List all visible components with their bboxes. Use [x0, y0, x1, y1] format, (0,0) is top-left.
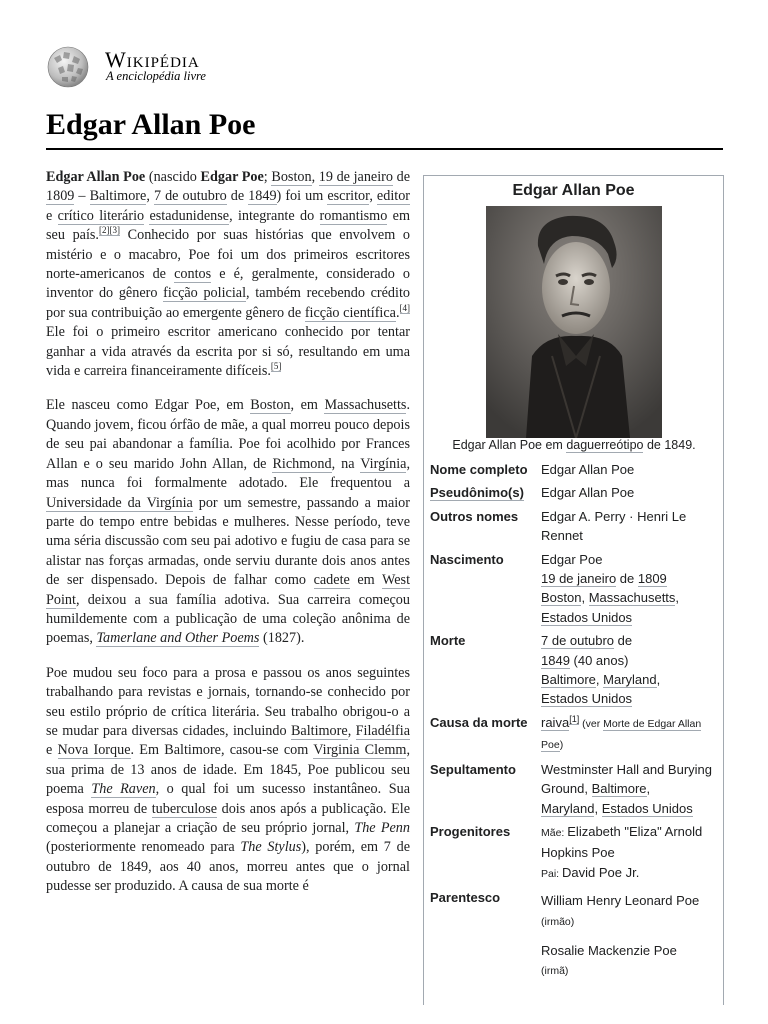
label-causa-da-morte: Causa da morte: [430, 714, 528, 730]
infobox-row-parentesco: [430, 888, 720, 982]
text: . Quando jovem, ficou órfão de mãe, a qual morreu pouco depois de seu pai abandonar a família. Poe foi acolhido por Frances Allan e o seu marido John Allan, de: [46, 397, 410, 472]
wikipedia-globe-logo[interactable]: [44, 44, 96, 88]
article-body: [46, 168, 410, 912]
infobox-row-morte: [430, 631, 720, 709]
death-age: (40 anos): [569, 652, 629, 668]
link-cadete[interactable]: cadete: [313, 572, 350, 589]
link-1809[interactable]: 1809: [46, 188, 75, 205]
italic-the-penn: The Penn: [354, 820, 410, 836]
ref-4[interactable]: [4]: [399, 303, 410, 314]
text: , sua prima de 13 anos de idade. Em 1845, Poe publicou seu poema: [46, 742, 410, 798]
infobox-row-progenitores: [430, 822, 720, 884]
text: dois anos após a publicação. Ele começou a planejar a criação de seu próprio jornal,: [46, 800, 410, 836]
link-nova-iorque[interactable]: Nova Iorque: [57, 742, 131, 759]
label-progenitores: Progenitores: [430, 823, 511, 839]
link-escritor[interactable]: escritor: [327, 188, 370, 205]
text: Ele foi o primeiro escritor americano conhecido por tentar ganhar a vida através da escrita por si só, resultando em uma vida e carreira financeiramente difíceis.: [46, 324, 410, 380]
text: ;: [263, 169, 272, 185]
text: (nascido: [145, 169, 201, 185]
infobox-row-nascimento: [430, 550, 720, 628]
bold-name: Edgar Allan Poe: [46, 169, 146, 185]
father-name: David Poe Jr.: [562, 864, 640, 880]
text: em seu país.: [46, 207, 410, 244]
text: . Em Baltimore, casou-se com: [130, 742, 314, 759]
wikipedia-wordmark[interactable]: Wikipédia: [105, 47, 200, 72]
wikipedia-tagline: A enciclopédia livre: [106, 69, 206, 83]
label-parentesco: Parentesco: [430, 890, 501, 906]
link-birth-country[interactable]: Estados Unidos: [541, 609, 633, 625]
paragraph-intro: [46, 168, 410, 381]
link-death-country[interactable]: Estados Unidos: [541, 691, 633, 707]
link-burial-city[interactable]: Baltimore: [591, 781, 647, 797]
link-baltimore[interactable]: Baltimore: [290, 722, 348, 739]
link-massachusetts[interactable]: Massachusetts: [324, 397, 407, 414]
text: –: [74, 188, 90, 205]
value-causa-da-morte: [541, 713, 720, 756]
text: ,: [146, 188, 154, 205]
text: e é, geralmente, considerado o inventor do gênero: [46, 266, 410, 302]
text: ), porém, em 7 de outubro de 1849, aos 40 anos, morreu antes que o jornal pudesse ser produzido. A causa de sua morte é: [46, 839, 410, 895]
value-sepultamento: Westminster Hall and Burying Ground, Baltimore, Maryland, Estados Unidos: [541, 761, 712, 816]
link-estadunidense[interactable]: estadunidense: [149, 207, 230, 224]
link-editor[interactable]: editor: [376, 188, 411, 205]
label-morte: Morte: [430, 633, 466, 649]
link-virginia-clemm[interactable]: Virginia Clemm: [313, 742, 407, 759]
link-contos[interactable]: contos: [174, 266, 212, 283]
portrait-photo[interactable]: [486, 206, 662, 438]
link-the-raven[interactable]: The Raven: [91, 781, 156, 798]
text: e: [46, 207, 58, 224]
link-7-de-outubro[interactable]: 7 de outubro: [153, 188, 227, 205]
infobox-row-causa: [430, 713, 720, 756]
value-progenitores: [541, 822, 720, 884]
link-raiva[interactable]: raiva: [541, 714, 570, 730]
link-daguerreotipo[interactable]: daguerreótipo: [566, 438, 644, 452]
text: , o qual foi um sucesso instantâneo. Sua esposa morreu de: [46, 781, 410, 817]
mother-name: Elizabeth "Eliza" Arnold Hopkins Poe: [541, 823, 703, 861]
site-header: [44, 42, 344, 90]
link-boston[interactable]: Boston: [271, 169, 312, 185]
text: de: [226, 188, 249, 205]
text: , em: [290, 397, 325, 414]
father-label: Pai:: [541, 867, 563, 880]
infobox-row-outros-nomes: [430, 507, 720, 546]
link-morte-de-edgar-allan-poe[interactable]: Morte de Edgar Allan Poe: [541, 717, 702, 752]
link-death-state[interactable]: Maryland: [603, 672, 657, 688]
burial-place: Westminster Hall and Burying Ground,: [541, 761, 712, 797]
link-universidade-da-virginia[interactable]: Universidade da Virgínia: [46, 494, 193, 511]
infobox: [423, 175, 724, 1005]
title-divider: [46, 148, 723, 150]
bold-birth-name: Edgar Poe: [200, 169, 264, 185]
link-19-de-janeiro[interactable]: 19 de janeiro: [318, 169, 393, 185]
link-birth-day[interactable]: 19 de janeiro: [541, 571, 617, 587]
ref-2-3[interactable]: [2][3]: [98, 225, 120, 236]
infobox-title: Edgar Allan Poe: [512, 182, 635, 199]
link-ficcao-cientifica[interactable]: ficção científica: [304, 304, 396, 321]
link-burial-state[interactable]: Maryland: [541, 800, 595, 816]
text: e: [46, 742, 58, 759]
link-tuberculose[interactable]: tuberculose: [151, 800, 218, 817]
link-death-day[interactable]: 7 de outubro: [541, 633, 615, 649]
portrait-caption: [424, 438, 724, 452]
link-richmond[interactable]: Richmond: [272, 455, 332, 472]
link-death-year[interactable]: 1849: [541, 652, 570, 668]
caption-text: Edgar Allan Poe em: [452, 438, 567, 452]
link-pseudonimo[interactable]: Pseudônimo(s): [430, 485, 524, 501]
link-death-city[interactable]: Baltimore: [541, 672, 596, 688]
link-filadelfia[interactable]: Filadélfia: [355, 722, 410, 739]
label-pseudonimo: [430, 483, 541, 502]
link-tamerlane[interactable]: Tamerlane and Other Poems: [96, 630, 260, 647]
label-nascimento: Nascimento: [430, 551, 504, 567]
ref-5[interactable]: [5]: [270, 361, 282, 372]
page-title: Edgar Allan Poe: [46, 108, 256, 141]
text: por um semestre, passando a maior parte do tempo entre bebidas e mulheres. Nesse período, teve uma séria discussão com seu pai adotivo e fugiu de casa para se alistar nas forças armadas, onde serviu durante dois anos antes de ser dispensado. Depois de falhar como: [46, 494, 411, 589]
infobox-row-pseudonimo: [430, 483, 720, 502]
infobox-row-sepultamento: [430, 760, 720, 818]
text-de: de: [616, 571, 638, 587]
value-morte: 7 de outubro de 1849 (40 anos) Baltimore, Maryland, Estados Unidos: [541, 633, 661, 707]
birth-name: Edgar Poe: [541, 551, 603, 567]
label-sepultamento: Sepultamento: [430, 761, 516, 777]
text: .: [395, 304, 400, 321]
text: , deixou a sua família adotiva. Sua carreira começou humildemente com a publicação de uma coleção anônima de poemas,: [46, 591, 410, 647]
see-also-open: (ver: [579, 717, 604, 730]
text: ,: [311, 169, 319, 185]
link-critico-literario[interactable]: crítico literário: [57, 207, 145, 224]
link-ficcao-policial[interactable]: ficção policial: [163, 285, 247, 302]
text: Ele nasceu como Edgar Poe, em: [46, 397, 251, 414]
text: ,: [369, 188, 377, 205]
link-romantismo[interactable]: romantismo: [319, 207, 388, 224]
value-parentesco: [541, 888, 720, 982]
text: ,: [347, 722, 356, 739]
link-virginia[interactable]: Virgínia: [360, 455, 407, 472]
relative-1: William Henry Leonard Poe: [541, 893, 700, 909]
italic-the-stylus: The Stylus: [240, 839, 302, 856]
text: , integrante do: [229, 207, 320, 224]
relative-1-relation: (irmão): [541, 915, 575, 928]
mother-label: Mãe:: [541, 826, 568, 839]
text: , também recebendo crédito por sua contribuição ao emergente gênero de: [46, 285, 410, 321]
relative-2-relation: (irmã): [541, 965, 569, 978]
see-also-close: ): [559, 739, 564, 752]
text: , mas nunca foi formalmente adotado. Ele frequentou a: [46, 455, 410, 492]
label-outros-nomes: Outros nomes: [430, 508, 519, 524]
relative-2: Rosalie Mackenzie Poe: [541, 942, 677, 958]
value-nome-completo: Edgar Allan Poe: [541, 462, 635, 477]
text: ) foi um: [276, 188, 328, 205]
value-pseudonimo: Edgar Allan Poe: [541, 485, 635, 501]
text: (1827).: [259, 630, 305, 647]
value-nascimento: Edgar Poe 19 de janeiro de 1809 Boston, Massachusetts, Estados Unidos: [541, 551, 680, 625]
paragraph-early-life: [46, 396, 410, 648]
link-baltimore[interactable]: Baltimore: [89, 188, 147, 205]
paragraph-career: [46, 664, 410, 897]
link-birth-year[interactable]: 1809: [637, 571, 667, 587]
text: Poe mudou seu foco para a prosa e passou os anos seguintes trabalhando para revistas e jornais, tornando-se conhecido por seu estilo próprio de crítica literária. Seu trabalho obrigou-o a se mudar para diversas cidades, incluindo: [46, 664, 410, 739]
text: , na: [331, 455, 361, 472]
infobox-rows: [430, 460, 720, 986]
text: em: [349, 572, 382, 589]
text: de: [392, 169, 410, 185]
link-boston[interactable]: Boston: [250, 397, 291, 414]
caption-text-end: de 1849.: [643, 438, 696, 452]
text: (posteriormente renomeado para: [46, 839, 241, 856]
ref-1[interactable]: [1]: [569, 713, 580, 724]
link-birth-city[interactable]: Boston: [541, 590, 582, 606]
link-birth-state[interactable]: Massachusetts: [588, 590, 676, 606]
infobox-row-nome: [430, 460, 720, 479]
link-burial-country[interactable]: Estados Unidos: [601, 800, 693, 816]
link-1849[interactable]: 1849: [248, 188, 277, 205]
link-west-point[interactable]: West Point: [46, 572, 411, 608]
value-outros-nomes: Edgar A. Perry · Henri Le Rennet: [541, 508, 687, 544]
label-nome-completo: Nome completo: [430, 462, 528, 477]
text: Conhecido por suas histórias que envolvem o mistério e o macabro, Poe foi um dos primeiros escritores norte-americanos de: [46, 227, 410, 283]
text-de: de: [614, 633, 633, 649]
